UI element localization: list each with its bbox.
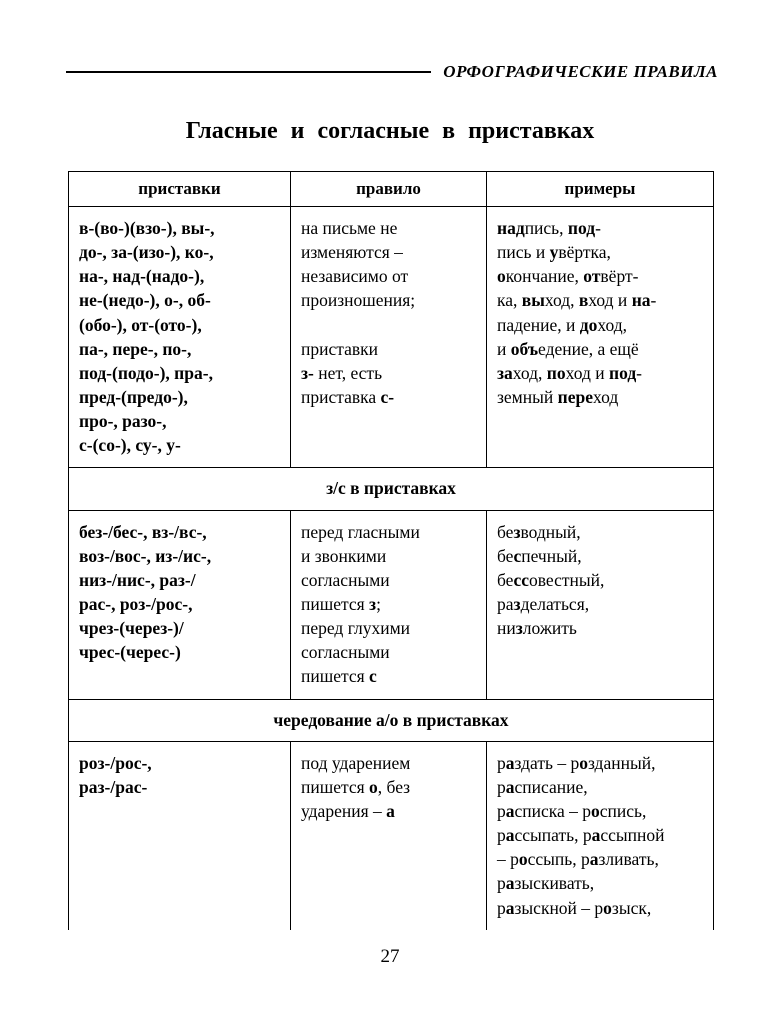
cell-rule-text: на письме не изменяются – независимо от произношения; приставки з- нет, есть приставка с- (291, 207, 487, 468)
table-header-row (69, 172, 714, 207)
running-title: ОРФОГРАФИЧЕСКИЕ ПРАВИЛА (443, 62, 718, 81)
header-rule-line (66, 71, 431, 73)
column-header-rule: правило (291, 172, 487, 207)
cell-prefixes-list: в-(во-)(взо-), вы-, до-, за-(изо-), ко-, на-, над-(надо-), не-(недо-), о-, об- (обо-), от-(ото-), па-, пере-, по-, под-(подо-), пра-, пред-(предо-), про-, разо-, с-(со-), су-, у- (69, 207, 291, 468)
page-number: 27 (380, 945, 400, 967)
orthography-rules-table (68, 171, 714, 930)
cell-examples-text: безводный, беспечный, бессовестный, разделаться, низложить (487, 510, 714, 699)
section-row-ao (69, 699, 714, 741)
cell-prefixes-list: роз-/рос-, раз-/рас- (69, 741, 291, 929)
column-header-examples: примеры (487, 172, 714, 207)
running-head (0, 0, 780, 82)
cell-prefixes-list: без-/бес-, вз-/вс-, воз-/вос-, из-/ис-, низ-/нис-, раз-/ рас-, роз-/рос-, чрез-(через-)/ чрес-(черес-) (69, 510, 291, 699)
table-row-ao-prefixes (69, 741, 714, 929)
cell-examples-text: раздать – розданный, расписание, расписка – роспись, рассыпать, рассыпной – россыпь, разливать, разыскивать, разыскной – розыск, (487, 741, 714, 929)
section-title-zs: з/с в приставках (69, 468, 714, 510)
page-title: Гласные и согласные в приставках (185, 118, 595, 144)
table-row-zs-prefixes (69, 510, 714, 699)
section-row-zs (69, 468, 714, 510)
column-header-prefixes: приставки (69, 172, 291, 207)
cell-rule-text: перед гласными и звонкими согласными пишется з; перед глухими согласными пишется с (291, 510, 487, 699)
cell-examples-text: надпись, под- пись и увёртка, окончание, отвёрт- ка, выход, вход и на- падение, и доход, и объедение, а ещё заход, поход и под- земный переход (487, 207, 714, 468)
section-title-ao: чередование а/о в приставках (69, 699, 714, 741)
cell-rule-text: под ударением пишется о, без ударения – а (291, 741, 487, 929)
table-row-unchanging-prefixes (69, 207, 714, 468)
